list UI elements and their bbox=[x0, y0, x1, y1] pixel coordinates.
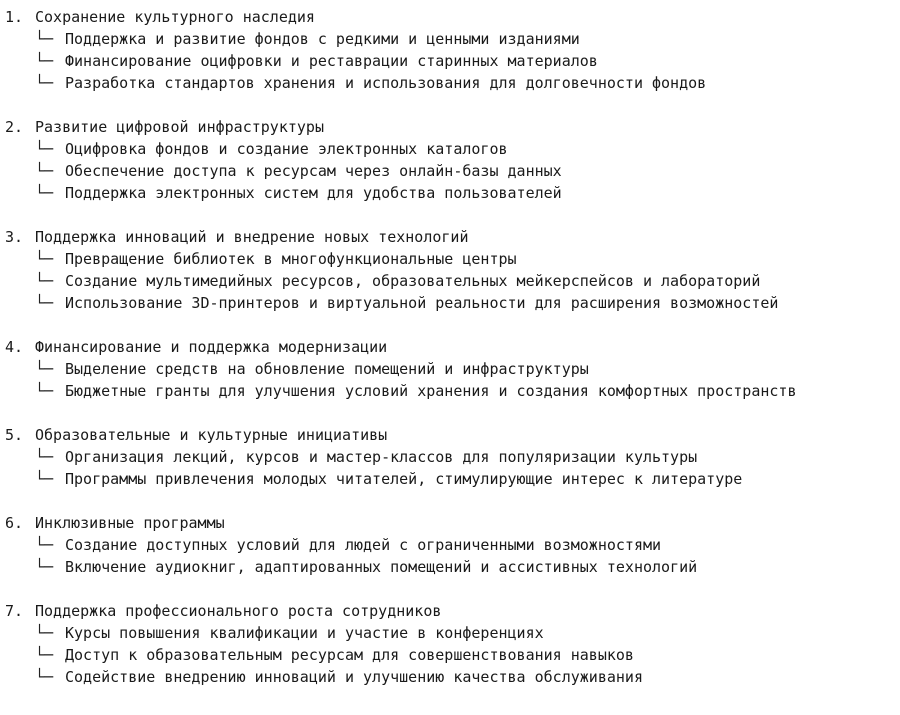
section-number: 2. bbox=[5, 118, 24, 136]
section-title: Поддержка профессионального роста сотрудников bbox=[35, 602, 442, 620]
list-item bbox=[5, 182, 900, 204]
list-item bbox=[5, 556, 900, 578]
tree-branch-icon: └─ bbox=[35, 140, 54, 158]
section-number: 1. bbox=[5, 8, 24, 26]
list-item-text: Программы привлечения молодых читателей, стимулирующие интерес к литературе bbox=[65, 470, 743, 488]
section-number: 4. bbox=[5, 338, 24, 356]
list-item-text: Доступ к образовательным ресурсам для совершенствования навыков bbox=[65, 646, 634, 664]
tree-branch-icon: └─ bbox=[35, 162, 54, 180]
section-title: Поддержка инноваций и внедрение новых технологий bbox=[35, 228, 469, 246]
list-item bbox=[5, 28, 900, 50]
list-item bbox=[5, 446, 900, 468]
list-item-text: Использование 3D-принтеров и виртуальной реальности для расширения возможностей bbox=[65, 294, 779, 312]
outline-section-2 bbox=[5, 116, 900, 204]
list-item-text: Финансирование оцифровки и реставрации старинных материалов bbox=[65, 52, 598, 70]
outline-section-6 bbox=[5, 512, 900, 578]
tree-branch-icon: └─ bbox=[35, 382, 54, 400]
list-item-text: Разработка стандартов хранения и использования для долговечности фондов bbox=[65, 74, 707, 92]
section-number: 3. bbox=[5, 228, 24, 246]
list-item bbox=[5, 622, 900, 644]
tree-branch-icon: └─ bbox=[35, 624, 54, 642]
list-item bbox=[5, 644, 900, 666]
tree-branch-icon: └─ bbox=[35, 536, 54, 554]
tree-branch-icon: └─ bbox=[35, 30, 54, 48]
list-item bbox=[5, 138, 900, 160]
list-item bbox=[5, 72, 900, 94]
list-item-text: Поддержка электронных систем для удобства пользователей bbox=[65, 184, 562, 202]
outline-section-1 bbox=[5, 6, 900, 94]
outline-section-7 bbox=[5, 600, 900, 688]
section-heading bbox=[5, 512, 900, 534]
tree-branch-icon: └─ bbox=[35, 74, 54, 92]
list-item-text: Оцифровка фондов и создание электронных каталогов bbox=[65, 140, 508, 158]
list-item-text: Обеспечение доступа к ресурсам через онлайн-базы данных bbox=[65, 162, 562, 180]
tree-branch-icon: └─ bbox=[35, 470, 54, 488]
section-title: Инклюзивные программы bbox=[35, 514, 225, 532]
list-item-text: Включение аудиокниг, адаптированных помещений и ассистивных технологий bbox=[65, 558, 698, 576]
tree-branch-icon: └─ bbox=[35, 646, 54, 664]
tree-branch-icon: └─ bbox=[35, 272, 54, 290]
list-item-text: Выделение средств на обновление помещений и инфраструктуры bbox=[65, 360, 589, 378]
list-item-text: Организация лекций, курсов и мастер-классов для популяризации культуры bbox=[65, 448, 698, 466]
outline-section-3 bbox=[5, 226, 900, 314]
list-item bbox=[5, 50, 900, 72]
section-heading bbox=[5, 116, 900, 138]
section-title: Образовательные и культурные инициативы bbox=[35, 426, 388, 444]
tree-branch-icon: └─ bbox=[35, 360, 54, 378]
list-item-text: Бюджетные гранты для улучшения условий хранения и создания комфортных пространств bbox=[65, 382, 797, 400]
tree-branch-icon: └─ bbox=[35, 184, 54, 202]
section-number: 6. bbox=[5, 514, 24, 532]
list-item bbox=[5, 380, 900, 402]
tree-branch-icon: └─ bbox=[35, 668, 54, 686]
outline-section-4 bbox=[5, 336, 900, 402]
section-number: 7. bbox=[5, 602, 24, 620]
section-heading bbox=[5, 226, 900, 248]
section-heading bbox=[5, 336, 900, 358]
list-item bbox=[5, 468, 900, 490]
list-item bbox=[5, 160, 900, 182]
section-title: Развитие цифровой инфраструктуры bbox=[35, 118, 324, 136]
tree-branch-icon: └─ bbox=[35, 558, 54, 576]
tree-branch-icon: └─ bbox=[35, 250, 54, 268]
list-item-text: Содействие внедрению инноваций и улучшению качества обслуживания bbox=[65, 668, 643, 686]
list-item-text: Создание доступных условий для людей с ограниченными возможностями bbox=[65, 536, 662, 554]
section-title: Сохранение культурного наследия bbox=[35, 8, 315, 26]
list-item bbox=[5, 270, 900, 292]
section-heading bbox=[5, 6, 900, 28]
section-number: 5. bbox=[5, 426, 24, 444]
document-outline bbox=[5, 6, 900, 710]
section-title: Финансирование и поддержка модернизации bbox=[35, 338, 388, 356]
list-item bbox=[5, 292, 900, 314]
tree-branch-icon: └─ bbox=[35, 52, 54, 70]
list-item bbox=[5, 358, 900, 380]
list-item-text: Поддержка и развитие фондов с редкими и ценными изданиями bbox=[65, 30, 580, 48]
list-item bbox=[5, 248, 900, 270]
list-item bbox=[5, 666, 900, 688]
list-item bbox=[5, 534, 900, 556]
list-item-text: Превращение библиотек в многофункциональные центры bbox=[65, 250, 517, 268]
section-heading bbox=[5, 600, 900, 622]
tree-branch-icon: └─ bbox=[35, 294, 54, 312]
tree-branch-icon: └─ bbox=[35, 448, 54, 466]
list-item-text: Создание мультимедийных ресурсов, образовательных мейкерспейсов и лабораторий bbox=[65, 272, 761, 290]
list-item-text: Курсы повышения квалификации и участие в конференциях bbox=[65, 624, 544, 642]
section-heading bbox=[5, 424, 900, 446]
outline-section-5 bbox=[5, 424, 900, 490]
